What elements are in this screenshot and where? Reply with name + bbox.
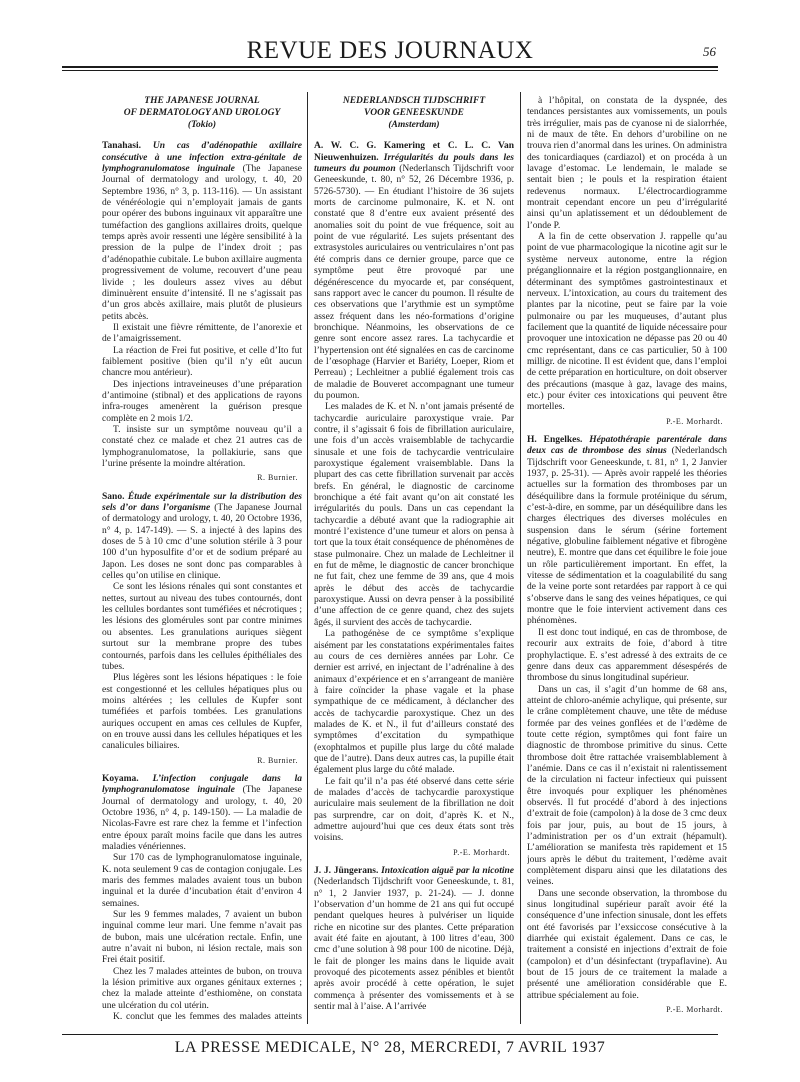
article-author: Tanahasi. [102,141,141,152]
article-text: (The Japanese Journal of dermatology and urology, t. 40, 20 Octobre 1936, n° 4, p. 149-150). — La maladie de Nicolas-Favre est rare chez la femme et l’infection entre époux paraît moins facile que dans les autres maladies vénériennes. [102,785,302,853]
article-paragraph: Il existait une fièvre rémittente, de l’anorexie et de l’amaigrissement. [102,322,302,345]
journal-heading-line: THE JAPANESE JOURNAL [144,96,260,106]
article-text: (The Japanese Journal of dermatology and urology, t. 40, 20 Septembre 1936, n° 3, p. 113-116). — Un assistant de vénéréologie qui n’employait jamais de gants pour opérer des bubons inguinaux vit apparaître une tuméfaction des ganglions axillaires droits, quelque temps après avoir ressenti une légère sensibilité à la pression de la pulpe de l’index droit ; pas d’adénopathie cubitale. Le bubon axillaire augmenta progressivement de volume, recouvert d’une peau livide ; les douleurs assez vives au début diminuèrent ensuite d’intensité. Il ne s’agissait pas d’un gros abcès axillaire, mais plutôt de plusieurs petits abcès. [102,164,302,322]
article-paragraph: Les malades de K. et N. n’ont jamais présenté de tachycardie auriculaire paroxystique vraie. Par contre, il s’agissait 6 fois de fibrillation auriculaire, une fois d’un accès vraisemblable de tachycardie sinusale et une fois de tachycardie ventriculaire paroxystique également vraisemblable. Dans la plupart des cas cette fibrillation survenait par accès brefs. En général, le diagnostic de carcinome bronchique a été fait avant qu’on ait constaté les irrégularités du pouls. Dans un cas cependant la tachycardie a débuté avant que la radiographie ait montré l’existence d’une tumeur et alors on pensa à tort que la toux était conséquence de phénomènes de stase pulmonaire. Chez un malade de Lechleitner il en fut de même, le diagnostic de cancer bronchique ne fut fait, chez une femme de 39 ans, que 4 mois après le début des accès de tachycardie paroxystique. Aussi on devra penser à la possibilité d’une affection de ce genre quand, chez des sujets âgés, il survient des accès de tachycardie. [314,402,514,628]
article [527,96,727,427]
article-paragraph: à l’hôpital, on constata de la dyspnée, des tendances persistantes aux vomissements, un pouls très irrégulier, mais pas de cyanose ni de sialorrhée, ni de maux de tête. En dehors d’urobiline on ne trouva rien d’anormal dans les urines. On administra des tonicardiaques (cardiazol) et on procéda à un lavage d’estomac. Le lendemain, le malade se sentait bien ; le pouls et la respiration étaient redevenus normaux. L’électrocardiogramme montrait cependant encore un peu d’irrégularité ainsi qu’un aplatissement et un dédoublement de l’onde P. [527,96,727,231]
article-author: J. J. Jüngerans. [314,866,379,877]
running-title: REVUE DES JOURNAUX [246,37,534,64]
article-paragraph: Chez les 7 malades atteintes de bubon, on trouva la lésion primitive aux organes génitaux externes ; chez la malade atteinte d’esthiomène, on constata une ulcération du col utérin. [102,966,302,1011]
article-paragraph: Dans une seconde observation, la thrombose du sinus longitudinal supérieur paraît avoir été la conséquence d’une infection sinusale, dont les effets ont été favorisés par l’exsiccose consécutive à la diarrhée qui existait également. Dans ce cas, le traitement a consisté en injections d’extrait de foie (campolon) et d’un désinfectant (trypaflavine). Au bout de 15 jours de ce traitement la malade a présenté une amélioration considérable que E. attribue spécialement au foie. [527,888,727,1001]
article-paragraph: T. insiste sur un symptôme nouveau qu’il a constaté chez ce malade et chez 21 autres cas de lymphogranulomatose, la pollakiurie, sans que l’urine présente la moindre altération. [102,424,302,470]
article-paragraph: Sur 170 cas de lymphogranulomatose inguinale, K. nota seulement 9 cas de contagion conjugale. Les maris des femmes malades avaient tous un bubon inguinal et la durée d’incubation était d’environ 4 semaines. [102,853,302,909]
article-title: Hépatothérapie parentérale dans deux cas de thrombose des sinus [527,434,727,457]
article-paragraph: La pathogénèse de ce symptôme s’explique aisément par les constatations expérimentales faites au cours de ces dernières années par Lohr. Ce dernier est arrivé, en injectant de l’adrénaline à des animaux d’expérience et en s’arrangeant de manière à faire coïncider la phase vagale et la phase sympathique de ce médicament, à déclancher des accès de tachycardie paroxystique. Chez un des malades de K. et N., il fut d’ailleurs constaté des symptômes d’excitation du sympathique (exophtalmos et pupille plus large du côté malade que de l’autre). Dans deux autres cas, la pupille était également plus large du côté malade. [314,629,514,776]
article-signature: P.-E. Morhardt. [666,416,723,426]
article-paragraph: K. conclut que les femmes des malades atteints [113,1012,302,1022]
header-rule-thick [62,66,718,68]
article-signature: P.-E. Morhardt. [666,1005,723,1015]
article-title: Intoxication aiguë par la nicotine [381,866,514,877]
article-paragraph: A la fin de cette observation J. rappelle qu’au point de vue pharmacologique la nicotine agit sur le système nerveux autonome, entre la région préganglionnaire et la région postganglionnaire, en déterminant des symptômes gastrointestinaux et nerveux. L’intoxication, au cours du traitement des plantes par la nicotine, peut se faire par la voie pulmonaire ou par les muqueuses, d’autant plus facilement que la quantité de liquide nécessaire pour provoquer une intoxication ne dépasse pas 20 ou 40 cmc représentant, dans ce cas particulier, 50 à 100 milligr. de nicotine. Il est évident que, dans l’emploi de cette préparation en horticulture, on doit observer des précautions (masque à gaz, lavage des mains, etc.) pour éviter ces intoxications qui peuvent être mortelles. [527,232,727,413]
page-number: 56 [703,44,716,59]
article-title: Irrégularités du pouls dans les tumeurs du poumon [314,152,514,175]
article-paragraph: Sur les 9 femmes malades, 7 avaient un bubon inguinal comme leur mari. Une femme n’avait pas de bubon, mais une ulcération rectale. Enfin, une autre n’avait ni bubon, ni lésion rectale, mais son Frei était positif. [102,910,302,966]
article-text: (Nederlansch Tijdschrift voor Geneeskunde, t. 80, n° 52, 26 Décembre 1936, p. 5726-5730). — En étudiant l’histoire de 36 sujets morts de carcinome pulmonaire, K. et N. ont constaté que 8 d’entre eux avaient présenté des anomalies soit du point de vue fréquence, soit au point de vue régularité. Les sujets présentant des extrasystoles auriculaires ou ventriculaires n’ont pas été compris dans ce dernier groupe, parce que ce symptôme peut être provoqué par une dégénérescence du myocarde et, par conséquent, sans rapport avec le cancer du poumon. Il résulte de ces observations que l’arythmie est un symptôme assez fréquent dans les néo-formations d’origine bronchique. Néanmoins, les observations de ce genre sont encore assez rares. La tachycardie et l’hypertension ont été signalées en cas de carcinome de l’œsophage (Harvier et Bariéty, Loeper, Riom et Perreau) ; Lechleitner a publié également trois cas de maladie de Bouveret accompagnant une tumeur du poumon. [314,164,514,401]
journal-heading [102,96,302,131]
column-3 [527,96,727,1022]
article [102,141,302,483]
journal-heading [314,96,514,131]
article-title: L’infection conjugale dans la lymphogranulomatose inguinale [102,773,302,796]
article-author: Koyama. [102,773,139,784]
article-signature: R. Burnier. [257,755,298,765]
column-1 [102,96,302,1022]
journal-heading-line: OF DERMATOLOGY AND UROLOGY [123,107,281,118]
article [314,141,514,858]
column-divider [307,92,308,1024]
page-footer: LA PRESSE MEDICALE, N° 28, MERCREDI, 7 AVRIL 1937 [62,1034,718,1063]
article-paragraph: Plus légères sont les lésions hépatiques : le foie est congestionné et les cellules hépatiques plus ou moins altérées ; les cellules de Kupfer sont tuméfiées et parfois tombées. Les granulations auriques occupent en amas ces cellules de Kupfer, on en trouve aussi dans les cellules hépatiques et les canalicules biliaires. [102,673,302,752]
article-author: A. W. C. G. Kamering et C. L. C. Van Nieuwenhuizen. [314,141,514,163]
header-rule-thin [62,70,718,71]
article [102,492,302,766]
journal-heading-line: (Tokio) [187,119,217,130]
article-paragraph [527,435,727,628]
article [527,435,727,1016]
article-title: Étude expérimentale sur la distribution des sels d’or dans l’organisme [102,491,302,514]
article-paragraph: Il est donc tout indiqué, en cas de thrombose, de recourir aux extraits de foie, d’abord à titre prophylactique. E. s’est adressé à des extraits de ce genre dans deux cas apparemment désespérés de thrombose du sinus longitudinal supérieur. [527,627,727,684]
article-author: H. Engelkes. [527,434,583,445]
article-title: Un cas d’adénopathie axillaire consécutive à une infection extra-génitale de lymphogranulomatose inguinale [102,141,302,175]
article-paragraph [102,492,302,583]
article-paragraph [102,774,302,853]
article-paragraph: Dans un cas, il s’agit d’un homme de 68 ans, atteint de chloro-anémie achylique, qui présente, sur le crâne complètement chauve, une tête de méduse formée par des veines gonflées et de l’œdème de toute cette région, symptômes qui font faire un diagnostic de thrombose primitive du sinus. Cette thrombose doit être rattachée vraisemblablement à l’anémie. Dans ce cas il n’existait ni ralentissement de la circulation ni facteur infectieux qui puissent être invoqués pour expliquer les phénomènes observés. Il fut procédé d’abord à des injections d’extrait de foie (campolon) à la dose de 3 cmc deux fois par jour, puis, au bout de 15 jours, à l’administration per os d’un extrait (hépamult). L’amélioration se manifesta très rapidement et 15 jours après le début du traitement, l’œdème avait complètement disparu ainsi que les dilatations des veines. [527,684,727,888]
column-2 [314,96,514,1022]
article-paragraph [314,141,514,402]
journal-heading-line: (Amsterdam) [388,119,440,130]
article-paragraph: Des injections intraveineuses d’une préparation d’antimoine (stibnal) et des applications de rayons infra-rouges amenèrent la guérison presque complète en 2 mois 1/2. [102,379,302,424]
article-paragraph: Ce sont les lésions rénales qui sont constantes et nettes, surtout au niveau des tubes contournés, dont les cellules bordantes sont tuméfiées et nécrotiques ; les lésions des glomérules sont par contre minimes ou absentes. Les granulations auriques siègent surtout sur la membrane propre des tubes contournés, parfois dans les cellules épithéliales des tubes. [102,582,302,672]
article-text: (The Japanese Journal of dermatology and urology, t. 40, 20 Octobre 1936, n° 4, p. 147-149). — S. a injecté à des lapins des doses de 5 à 10 cmc d’une solution stérile à 3 pour 100 d’un hyposulfite d’or et de sodium préparé au Japon. Les doses ne sont donc pas comparables à celles qu’on utilise en clinique. [102,503,302,582]
journal-heading-line: VOOR GENEESKUNDE [363,107,465,118]
article-paragraph [314,866,514,1013]
spacer [314,1014,514,1022]
article-paragraph: La réaction de Frei fut positive, et celle d’Ito fut faiblement positive (bien qu’il n’y eût aucun chancre mou antérieur). [102,345,302,379]
article-paragraph: Le fait qu’il n’a pas été observé dans cette série de malades d’accès de tachycardie paroxystique auriculaire mais seulement de la fibrillation ne doit pas surprendre, car on doit, d’après K. et N., admettre aujourd’hui que ces deux états sont très voisins. [314,776,514,844]
journal-heading-line: NEDERLANDSCH TIJDSCHRIFT [342,96,486,106]
article-text: (Nederlandsch Tijdschrift voor Geneeskunde, t. 81, n° 1, 2 Janvier 1937, p. 21-24). — J. donne l’observation d’un homme de 21 ans qui fut occupé pendant quelques heures à pulvériser un liquide riche en nicotine sur des plantes. Cette préparation avait été faite en ajoutant, à 100 litres d’eau, 300 cmc d’une solution à 98 pour 100 de nicotine. Déjà, le fait de plonger les mains dans le liquide avait provoqué des picotements assez pénibles et bientôt après avoir procédé à cette opération, le sujet commença à présenter des vomissements et à se sentir mal à l’aise. A l’arrivée [314,877,514,1013]
article-text: (Nederlandsch Tijdschrift voor Geneeskunde, t. 81, n° 1, 2 Janvier 1937, p. 25-31). — Après avoir rappelé les théories actuelles sur la formation des thromboses par un déséquilibre dans la formule protéinique du sérum, c’est-à-dire, en somme, par un déséquilibre dans les charges électriques des diverses molécules en suspension dans le sérum (sérine fortement négative, globuline faiblement négative et fibrogène neutre), E. montre que dans cet équilibre le foie joue un rôle particulièrement important. En effet, la vitesse de sédimentation et la coagulabilité du sang de la veine porte sont retardées par rapport à ce qui s’observe dans le sang des veines hépatiques, ce qui montre que le foie intervient activement dans ces phénomènes. [527,446,727,627]
article-author: Sano. [102,491,125,502]
article-signature: R. Burnier. [257,473,298,483]
article-paragraph [102,141,302,323]
column-divider [520,92,521,1024]
article-signature: P.-E. Morhardt. [453,847,510,857]
article [102,774,302,1022]
page-header [62,38,718,62]
article [314,866,514,1021]
